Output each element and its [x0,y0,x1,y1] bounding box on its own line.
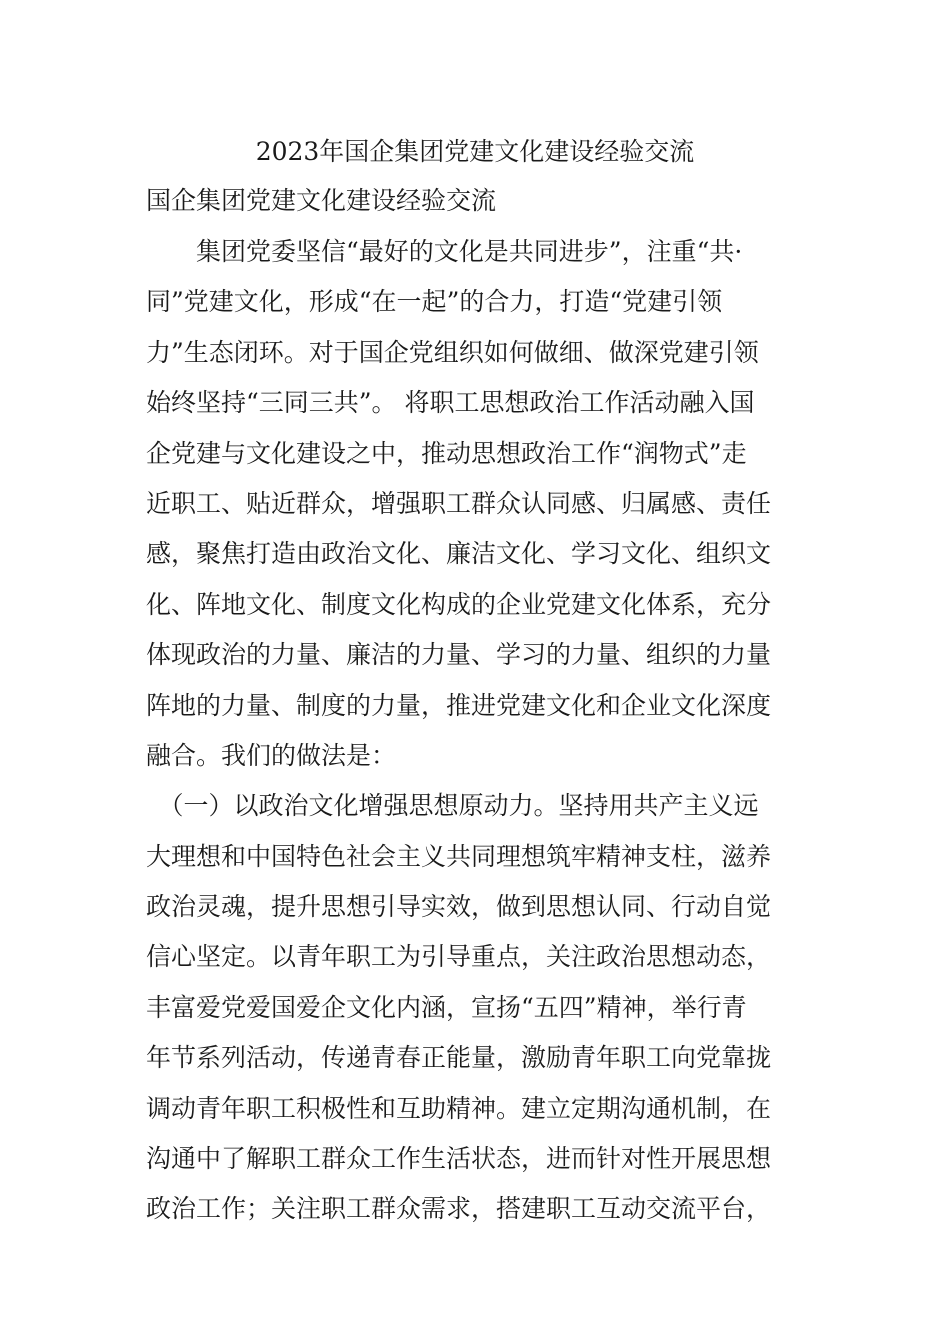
body-line: 年节系列活动，传递青春正能量，激励青年职工向党靠拢 [146,1043,772,1073]
body-line: （一）以政治文化增强思想原动力。坚持用共产主义远 [146,791,759,821]
body-line: 体现政治的力量、廉洁的力量、学习的力量、组织的力量 [146,640,772,670]
body-line: 感，聚焦打造由政治文化、廉洁文化、学习文化、组织文 [146,539,772,569]
body-line: 企党建与文化建设之中，推动思想政治工作“润物式”走 [146,438,747,468]
body-line: 丰富爱党爱国爱企文化内涵，宣扬“五四”精神，举行青 [146,992,747,1022]
body-line: 政治灵魂，提升思想引导实效，做到思想认同、行动自觉 [146,892,772,922]
body-line: 大理想和中国特色社会主义共同理想筑牢精神支柱，滋养 [146,841,772,871]
body-line: 始终坚持“三同三共”。 将职工思想政治工作活动融入国 [146,388,755,418]
body-line: 政治工作；关注职工群众需求，搭建职工互动交流平台， [146,1194,772,1224]
body-line: 信心坚定。以青年职工为引导重点，关注政治思想动态， [146,942,772,972]
body-line: 阵地的力量、制度的力量，推进党建文化和企业文化深度 [146,690,772,720]
body-line: 力”生态闭环。对于国企党组织如何做细、做深党建引领 [146,337,759,367]
body-line: 化、阵地文化、制度文化构成的企业党建文化体系，充分 [146,589,772,619]
body-line: 集团党委坚信“最好的文化是共同进步”，注重“共· [146,237,743,266]
body-line: 调动青年职工积极性和互助精神。建立定期沟通机制，在 [146,1093,772,1123]
body-line: 同”党建文化，形成“在一起”的合力，打造“党建引领 [146,287,723,317]
document-subtitle: 国企集团党建文化建设经验交流 [146,186,497,215]
document-title: 2023年国企集团党建文化建设经验交流 [255,137,695,166]
document-body [146,232,826,1240]
body-line: 沟通中了解职工群众工作生活状态，进而针对性开展思想 [146,1144,772,1174]
body-line: 融合。我们的做法是： [146,740,397,770]
body-line: 近职工、贴近群众，增强职工群众认同感、归属感、责任 [146,488,772,518]
